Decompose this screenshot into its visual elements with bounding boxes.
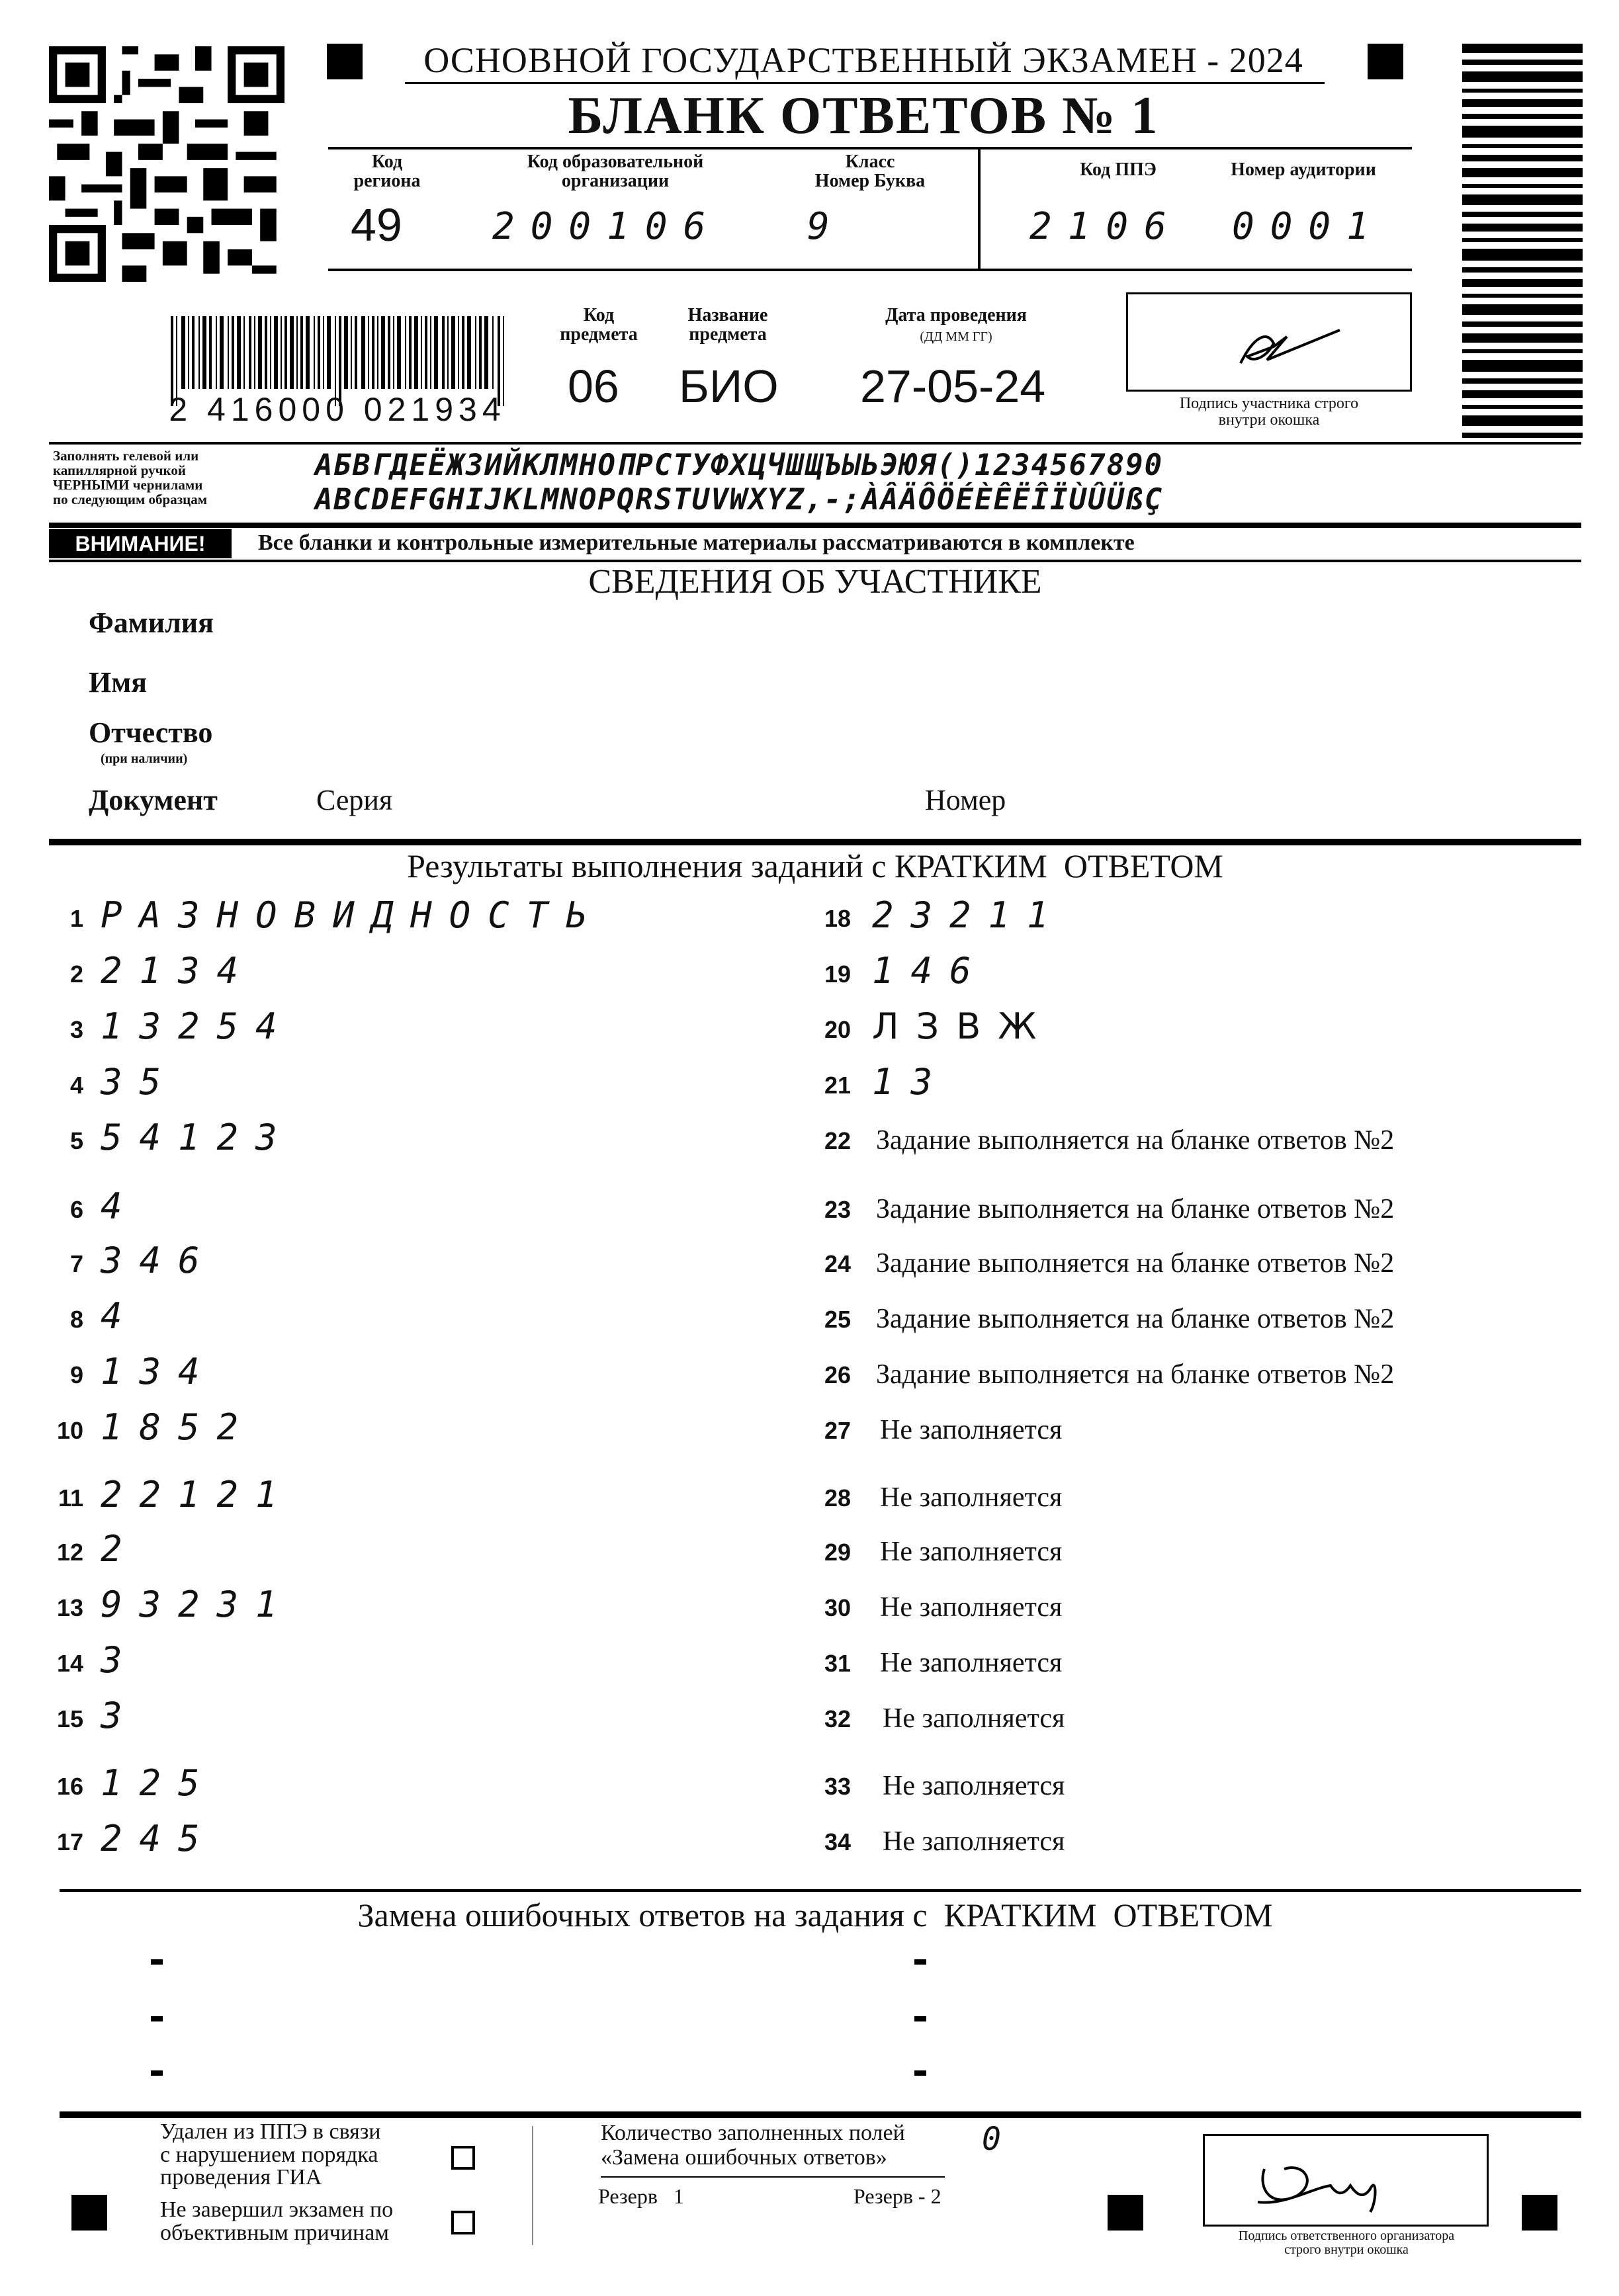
task-answer-note: Не заполняется [880, 1537, 1063, 1567]
task-answer: 4 [101, 1295, 140, 1337]
room-label: Номер аудитории [1231, 159, 1376, 180]
subject-code-label: Код предмета [560, 305, 638, 345]
results-top-rule [49, 839, 1581, 845]
results-title: Результаты выполнения заданий с КРАТКИМ ОТВЕТОМ [407, 847, 1223, 884]
task-number: 8 [69, 1306, 83, 1333]
replacement-title: Замена ошибочных ответов на задания с КРАТКИМ ОТВЕТОМ [357, 1896, 1273, 1934]
replacement-count-value: 0 [982, 2121, 1017, 2158]
task-number: 7 [69, 1250, 83, 1277]
task-answer: 134 [101, 1351, 217, 1392]
task-number: 11 [58, 1484, 83, 1511]
task-answer: 3 [101, 1695, 140, 1736]
task-answer-note: Не заполняется [880, 1482, 1063, 1513]
replacement-dash [151, 2016, 163, 2021]
class-label: Класс Номер Буква [814, 151, 926, 192]
marker-top-right [1368, 44, 1403, 79]
exam-date-value: 27-05-24 [860, 361, 1046, 412]
replacement-dash [151, 1959, 163, 1965]
task-answer: 245 [101, 1818, 217, 1859]
task-number: 16 [56, 1773, 83, 1800]
replacement-dash [914, 1959, 926, 1965]
sample-row-latin: ABCDEFGHIJKLMNOPQRSTUVWXYZ,-;ÀÂÄÔÖÉÈÊËÎÏÙÛÜßÇ [315, 483, 1164, 517]
organizer-signature-box[interactable] [1203, 2134, 1489, 2227]
task-answer-note: Не заполняется [880, 1592, 1063, 1623]
task-number: 3 [69, 1016, 83, 1043]
footer-divider [532, 2126, 533, 2245]
task-number: 31 [824, 1650, 851, 1677]
task-number: 22 [824, 1127, 851, 1154]
task-answer: 2 [101, 1528, 140, 1570]
marker-bottom-mid [1108, 2195, 1143, 2231]
task-answer: 4 [101, 1185, 140, 1227]
patronymic-label: Отчество [89, 716, 213, 749]
task-answer: 93231 [101, 1584, 294, 1625]
marker-bottom-left [71, 2195, 107, 2231]
footer-top-rule [60, 2111, 1581, 2118]
task-answer: 23211 [872, 894, 1066, 936]
task-number: 18 [824, 905, 851, 932]
task-answer: 3 [101, 1639, 140, 1681]
task-number: 24 [824, 1250, 851, 1277]
attention-text: Все бланки и контрольные измерительные материалы рассматриваются в комплекте [258, 531, 1135, 555]
org-code-value: 200106 [492, 205, 722, 248]
marker-top-left [327, 44, 363, 79]
room-value: 0001 [1232, 205, 1385, 248]
replacement-top-rule [60, 1889, 1581, 1892]
reserve-2-label: Резерв - 2 [853, 2184, 941, 2208]
reserve-1-label: Резерв 1 [598, 2184, 684, 2208]
codes-top-rule [328, 147, 1412, 149]
form-title: БЛАНК ОТВЕТОВ № 1 [568, 87, 1159, 145]
task-answer-note: Не заполняется [880, 1648, 1063, 1678]
task-number: 10 [56, 1417, 83, 1444]
task-number: 26 [824, 1361, 851, 1388]
ppe-label: Код ППЭ [1080, 159, 1157, 180]
task-answer-note: Задание выполняется на бланке ответов №2 [876, 1248, 1395, 1279]
replacement-dash [914, 2016, 926, 2021]
task-answer: 2134 [101, 950, 256, 992]
task-answer: 35 [101, 1061, 179, 1103]
exam-title-underline [405, 82, 1325, 84]
task-answer: 22121 [101, 1474, 294, 1515]
side-barcode-icon [1462, 44, 1583, 441]
task-answer-note: Задание выполняется на бланке ответов №2 [876, 1194, 1395, 1224]
document-label: Документ [89, 784, 218, 816]
task-answer-note: Задание выполняется на бланке ответов №2 [876, 1359, 1395, 1390]
task-answer: 1852 [101, 1406, 256, 1448]
replacement-dash [151, 2070, 163, 2076]
removed-label: Удален из ППЭ в связи с нарушением порядка проведения ГИА [160, 2119, 381, 2190]
marker-bottom-right [1522, 2195, 1557, 2231]
task-number: 14 [56, 1650, 83, 1677]
barcode-number: 2 416000 021934 [169, 391, 506, 428]
task-answer: 13 [872, 1061, 950, 1103]
codes-bottom-rule [328, 269, 1412, 271]
exam-title: ОСНОВНОЙ ГОСУДАРСТВЕННЫЙ ЭКЗАМЕН - 2024 [423, 40, 1303, 80]
codes-divider [978, 149, 981, 269]
subject-code-value: 06 [568, 361, 619, 412]
removed-checkbox[interactable] [451, 2146, 475, 2170]
organizer-signature [1245, 2149, 1443, 2215]
document-series-label: Серия [316, 784, 393, 816]
organizer-signature-caption: Подпись ответственного организатора строго внутри окошка [1238, 2229, 1455, 2257]
task-number: 4 [69, 1072, 83, 1099]
participant-signature [1227, 310, 1346, 376]
task-number: 9 [69, 1361, 83, 1388]
replacement-dash [914, 2070, 926, 2076]
task-number: 20 [824, 1016, 851, 1043]
task-number: 30 [824, 1594, 851, 1621]
task-answer-note: Не заполняется [883, 1703, 1065, 1734]
task-answer-note: Не заполняется [883, 1771, 1065, 1801]
task-number: 15 [56, 1705, 83, 1732]
task-number: 29 [824, 1539, 851, 1566]
task-number: 1 [69, 905, 83, 932]
task-number: 12 [56, 1539, 83, 1566]
subject-name-label: Название предмета [687, 305, 768, 345]
replacement-count-underline [601, 2176, 945, 2178]
task-number: 2 [69, 960, 83, 988]
name-label: Имя [89, 666, 147, 699]
task-number: 32 [824, 1705, 851, 1732]
sample-top-rule [49, 442, 1581, 445]
class-value: 9 [807, 205, 846, 248]
task-number: 33 [824, 1773, 851, 1800]
sample-instruction: Заполнять гелевой или капиллярной ручкой ЧЕРНЫМИ чернилами по следующим образцам [53, 448, 208, 508]
task-number: 34 [824, 1828, 851, 1855]
task-answer: 125 [101, 1762, 217, 1804]
participant-signature-box[interactable] [1126, 292, 1412, 392]
subject-name-value: БИО [679, 361, 779, 412]
task-answer: 13254 [101, 1005, 294, 1047]
region-value: 49 [351, 199, 402, 251]
task-number: 25 [824, 1306, 851, 1333]
task-answer-note: Задание выполняется на бланке ответов №2 [876, 1304, 1395, 1334]
task-answer: 346 [101, 1240, 217, 1281]
ppe-value: 2106 [1029, 205, 1182, 248]
task-number: 28 [824, 1484, 851, 1511]
not-finished-checkbox[interactable] [451, 2211, 475, 2234]
task-answer-note: Не заполняется [883, 1826, 1065, 1857]
task-answer-note: Не заполняется [880, 1415, 1063, 1445]
task-answer: РАЗНОВИДНОСТЬ [101, 894, 604, 936]
surname-label: Фамилия [89, 607, 214, 639]
task-number: 27 [824, 1417, 851, 1444]
task-answer: 54123 [101, 1117, 294, 1158]
exam-date-sub: (ДД ММ ГГ) [920, 329, 992, 344]
task-number: 5 [69, 1127, 83, 1154]
task-number: 21 [824, 1072, 851, 1099]
sample-row-cyrillic: АБВГДЕЁЖЗИЙКЛМНОПРСТУФХЦЧШЩЪЫЬЭЮЯ()1234567890 [315, 448, 1164, 482]
task-answer: 146 [872, 950, 988, 992]
attention-badge: ВНИМАНИЕ! [49, 529, 232, 558]
task-number: 6 [69, 1196, 83, 1223]
attention-top-rule [49, 523, 1581, 528]
document-number-label: Номер [925, 784, 1006, 816]
region-label: Код региона [353, 151, 421, 192]
qr-code-icon [49, 46, 284, 282]
participant-title: СВЕДЕНИЯ ОБ УЧАСТНИКЕ [588, 563, 1042, 601]
participant-signature-caption: Подпись участника строго внутри окошка [1179, 395, 1359, 429]
exam-date-label: Дата проведения [885, 305, 1027, 325]
org-code-label: Код образовательной организации [527, 151, 704, 192]
task-number: 13 [56, 1594, 83, 1621]
patronymic-note: (при наличии) [101, 751, 188, 766]
task-number: 23 [824, 1196, 851, 1223]
not-finished-label: Не завершил экзамен по объективным причинам [160, 2197, 394, 2245]
task-number: 19 [824, 960, 851, 988]
task-answer-note: Задание выполняется на бланке ответов №2 [876, 1125, 1395, 1156]
task-number: 17 [56, 1828, 83, 1855]
replacement-count-label: Количество заполненных полей «Замена ошибочных ответов» [601, 2121, 905, 2170]
task-answer: ЛЗВЖ [872, 1005, 1054, 1047]
